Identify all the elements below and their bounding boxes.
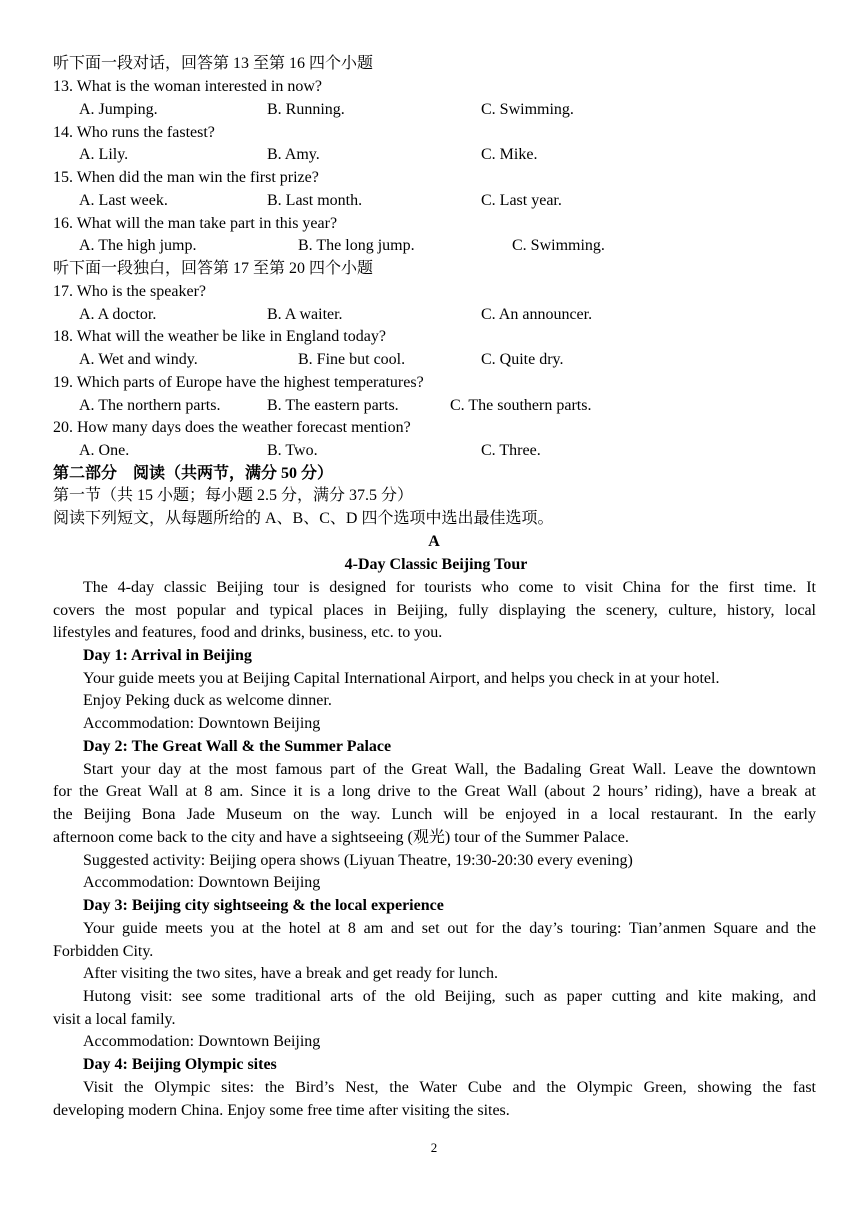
option-16-c: C. Swimming. xyxy=(512,237,605,254)
option-13-a: A. Jumping. xyxy=(79,101,158,118)
question-16: 16. What will the man take part in this year? xyxy=(53,215,338,232)
option-20-b: B. Two. xyxy=(267,442,318,459)
option-16-b: B. The long jump. xyxy=(298,237,415,254)
option-17-b: B. A waiter. xyxy=(267,306,343,323)
passage-letter: A xyxy=(428,533,440,550)
option-14-a: A. Lily. xyxy=(79,146,129,163)
question-15: 15. When did the man win the first prize? xyxy=(53,169,319,186)
question-20: 20. How many days does the weather forecast mention? xyxy=(53,419,411,436)
day3-line-2: Forbidden City. xyxy=(53,943,154,960)
option-13-c: C. Swimming. xyxy=(481,101,574,118)
day1-line-2: Enjoy Peking duck as welcome dinner. xyxy=(83,692,332,709)
day2-line-2: for the Great Wall at 8 am. Since it is a long drive to the Great Wall (about 2 hours’ riding), have a break at xyxy=(53,783,816,800)
intro-line-1: The 4-day classic Beijing tour is designed for tourists who come to visit China for the first time. It xyxy=(83,579,816,596)
part2-heading: 第二部分 阅读（共两节，满分 50 分） xyxy=(53,465,334,482)
reading-instruction: 阅读下列短文，从每题所给的 A、B、C、D 四个选项中选出最佳选项。 xyxy=(53,510,554,527)
option-14-b: B. Amy. xyxy=(267,146,320,163)
question-13: 13. What is the woman interested in now? xyxy=(53,78,322,95)
day4-line-2: developing modern China. Enjoy some free time after visiting the sites. xyxy=(53,1102,510,1119)
option-17-c: C. An announcer. xyxy=(481,306,593,323)
option-15-b: B. Last month. xyxy=(267,192,363,209)
day1-line-1: Your guide meets you at Beijing Capital International Airport, and helps you check in at your hotel. xyxy=(83,670,720,687)
day3-line-5: visit a local family. xyxy=(53,1011,176,1028)
day2-suggested: Suggested activity: Beijing opera shows (Liyuan Theatre, 19:30-20:30 every evening) xyxy=(83,852,633,869)
day3-line-3: After visiting the two sites, have a break and get ready for lunch. xyxy=(83,965,498,982)
option-19-a: A. The northern parts. xyxy=(79,397,221,414)
passage-title: 4-Day Classic Beijing Tour xyxy=(344,556,528,573)
listening-intro-monologue: 听下面一段独白，回答第 17 至第 20 四个小题 xyxy=(53,260,374,277)
day4-title: Day 4: Beijing Olympic sites xyxy=(83,1056,277,1073)
option-19-c: C. The southern parts. xyxy=(450,397,592,414)
day2-line-4: afternoon come back to the city and have a sightseeing (观光) tour of the Summer Palace. xyxy=(53,829,629,846)
intro-line-3: lifestyles and features, food and drinks, business, etc. to you. xyxy=(53,624,443,641)
option-18-b: B. Fine but cool. xyxy=(298,351,406,368)
day3-line-4: Hutong visit: see some traditional arts of the old Beijing, such as paper cutting and kite making, and xyxy=(83,988,816,1005)
option-14-c: C. Mike. xyxy=(481,146,538,163)
day1-title: Day 1: Arrival in Beijing xyxy=(83,647,252,664)
day2-title: Day 2: The Great Wall & the Summer Palace xyxy=(83,738,392,755)
day3-title: Day 3: Beijing city sightseeing & the local experience xyxy=(83,897,444,914)
option-15-c: C. Last year. xyxy=(481,192,562,209)
day3-line-1: Your guide meets you at the hotel at 8 am and set out for the day’s touring: Tian’anmen Square and the xyxy=(83,920,816,937)
question-17: 17. Who is the speaker? xyxy=(53,283,206,300)
option-20-a: A. One. xyxy=(79,442,130,459)
question-19: 19. Which parts of Europe have the highest temperatures? xyxy=(53,374,424,391)
question-18: 18. What will the weather be like in England today? xyxy=(53,328,386,345)
day4-line-1: Visit the Olympic sites: the Bird’s Nest, the Water Cube and the Olympic Green, showing the fast xyxy=(83,1079,816,1096)
section1-heading: 第一节（共 15 小题；每小题 2.5 分，满分 37.5 分） xyxy=(53,487,414,504)
day2-line-3: the Beijing Bona Jade Museum on the way. Lunch will be enjoyed in a local restaurant. In the early xyxy=(53,806,816,823)
day2-accommodation: Accommodation: Downtown Beijing xyxy=(83,874,321,891)
option-18-a: A. Wet and windy. xyxy=(79,351,198,368)
option-18-c: C. Quite dry. xyxy=(481,351,564,368)
option-15-a: A. Last week. xyxy=(79,192,168,209)
option-20-c: C. Three. xyxy=(481,442,541,459)
option-16-a: A. The high jump. xyxy=(79,237,197,254)
page-number: 2 xyxy=(430,1140,438,1155)
option-13-b: B. Running. xyxy=(267,101,345,118)
day3-accommodation: Accommodation: Downtown Beijing xyxy=(83,1033,321,1050)
intro-line-2: covers the most popular and typical places in Beijing, fully displaying the scenery, culture, history, local xyxy=(53,602,816,619)
listening-intro-dialogue: 听下面一段对话，回答第 13 至第 16 四个小题 xyxy=(53,55,374,72)
option-17-a: A. A doctor. xyxy=(79,306,157,323)
option-19-b: B. The eastern parts. xyxy=(267,397,399,414)
question-14: 14. Who runs the fastest? xyxy=(53,124,215,141)
day1-accommodation: Accommodation: Downtown Beijing xyxy=(83,715,321,732)
day2-line-1: Start your day at the most famous part of the Great Wall, the Badaling Great Wall. Leave the downtown xyxy=(83,761,816,778)
